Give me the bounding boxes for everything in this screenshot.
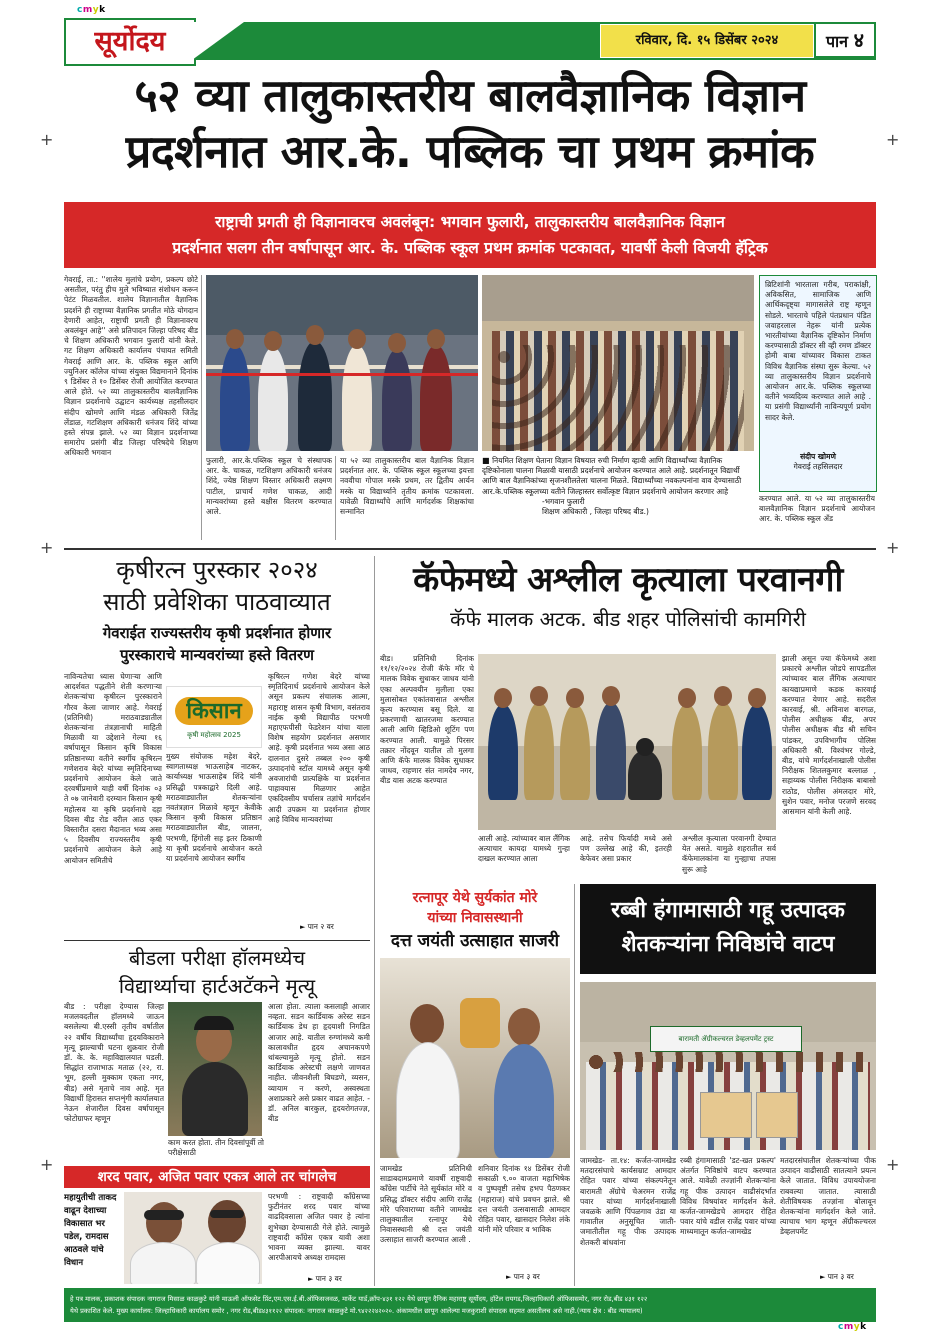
crop-mark: +	[40, 538, 54, 557]
quote-box-text: ब्रिटिशांनी भारताला गरीब, पराकांक्षी, अविकसित, सामाजिक आणि आर्थिकदृष्ट्या मागासलेले राष्ट्र म्हणून सोडले. भारताचे पहिले पंतप्रधान पंडित जवाहरलाल नेहरू यांनी प्रत्येक भारतीयांच्या वैज्ञानिक दृष्टिकोन निर्माण करण्यासाठी डॉक्टर सी व्ही रमण डॉक्टर होमी बाबा यांच्यावर विकास टाकत विविध वैज्ञानिक संस्था सुरू केल्या. ५२ व्या तालुकास्तरीय विज्ञान प्रदर्शनाचे आयोजन आर.के. पब्लिक स्कूलच्या वतीने भव्यदिव्य करण्यात आले आहे . या प्रसंगी विद्यार्थ्यांनी नाविन्यपूर्ण प्रयोग सादर केले.	[765, 280, 871, 422]
rabbi-headline-line1: रब्बी हंगामासाठी गहू उत्पादक	[611, 898, 845, 923]
krishi-col3: कृषिरत्न गणेश बेदरे यांच्या स्मृतिदिनार्थ प्रदर्शनाचे आयोजन केले असून प्रकल्प संचालक आत्मा, महाराष्ट्र शासन कृषी विभाग, वसंतराव नाईक कृषी विद्यापीठ परभणी महाएफपीसी फेडरेशन यांचा याला विशेष सहयोग प्रदर्शनात असणार आहे. कृषी प्रदर्शनात भव्य असा आठ दालनात दुसरे तब्बल २०० कृषी उत्पादनांचे स्टॉल यामध्ये असून कृषी अवजारांची प्रात्यक्षिके या प्रदर्शनात पाहावयास मिळणार आहेत एकदिवसीय चर्चासत्र तज्ञांचे मार्गदर्शन आदी उपक्रम या प्रदर्शनात होणार आहे विविध मान्यवरांच्या	[268, 672, 370, 824]
masthead-logo: सूर्योदय	[94, 26, 166, 57]
rabbi-continued[interactable]: ► पान ३ वर	[820, 1272, 854, 1281]
lead-article-col3: या ५२ व्या तालुकास्तरीय बाल वैज्ञानिक विज्ञान प्रदर्शनात आर. के. पब्लिक स्कूल स्कूलच्या इयत्ता नववीचा गोपाल मस्के प्रथम, तर द्वितीय आर्यन मस्के या विद्यार्थ्याने तृतीय क्रमांक पटकावला. यावेळी विद्यार्थ्यांचे आणि मार्गदर्शक शिक्षकांचा सन्मानित	[340, 456, 474, 517]
cafe-subhead: कॅफे मालक अटक. बीड शहर पोलिसांची कामगिरी	[450, 607, 806, 631]
krishi-subhead-line2: पुरस्काराचे मान्यवरांच्या हस्ते वितरण	[119, 646, 315, 664]
datta-red-headline-line2: यांच्या निवासस्थानी	[427, 910, 523, 926]
rabbi-headline-box	[580, 884, 876, 974]
pawar-col2: परभणी : राष्ट्रवादी काँग्रेसच्या फुटीनंतर शरद पवार यांच्या वाढदिवसाला अजित पवार हे त्यांना शुभेच्छा देण्यासाठी गेले होते. त्यामुळे राष्ट्रवादी काँग्रेस एकत्र यावी अशा भावना व्यक्त झाल्या. यावर आरपीआयचे अध्यक्ष रामदास	[268, 1192, 370, 1263]
photo-caption: नियमित शिक्षण घेताना विज्ञान विषयात रुची निर्माण व्हावी आणि विद्यार्थ्यांच्या वैज्ञानिक दृष्टिकोनाला चालना मिळावी यासाठी प्रदर्शनाचे आयोजन करण्यात आले आहे. प्रदर्शनातून विद्यार्थी आणि बाल वैज्ञानिकांच्या सृजनशीलतेला चालना मिळते. विद्यार्थ्यांच्या नवकल्पनांना वाव देण्यासाठी आर.के.पब्लिक स्कूलच्या वतीने जिल्हास्तर सर्वोत्कृष्ट विज्ञान प्रदर्शनाचे आयोजन करणार आहे	[482, 456, 742, 496]
lead-headline-line2: प्रदर्शनात आर.के. पब्लिक चा प्रथम क्रमांक	[125, 125, 815, 178]
crop-mark: +	[40, 1155, 54, 1174]
datta-headline-main: दत्त जयंती उत्साहात साजरी	[390, 931, 560, 951]
quote-box-author: संदीप खोमणे	[800, 452, 836, 461]
lead-headline	[64, 68, 876, 180]
death-headline-line2: विद्यार्थ्याचा हार्टअटॅकने मृत्यू	[118, 974, 316, 998]
quote-box	[759, 275, 877, 492]
section-rule	[64, 940, 370, 941]
krishi-subhead-line1: गेवराईत राज्यस्तरीय कृषी प्रदर्शनात होणार	[102, 624, 332, 642]
rabbi-headline-line2: शेतकऱ्यांना निविष्ठांचे वाटप	[621, 932, 835, 957]
crop-mark: +	[886, 1155, 900, 1174]
datta-continued[interactable]: ► पान ३ वर	[506, 1272, 540, 1281]
seed-distribution-photo	[580, 982, 876, 1150]
crop-mark: +	[40, 130, 54, 149]
page-number-box	[816, 24, 874, 56]
cafe-col-right: झाली असून ज्या कॅफेमध्ये अशा प्रकारचे अश्लील जोडपे सापडतील त्यांच्यावर बाल लैंगिक अत्याचार कायद्याप्रमाणे कडक कारवाई करण्यात येणार आहे. सदरील कारवाई, श्री. अविनाश बारगळ, पोलीस अधीक्षक बीड, अपर पोलीस अधीक्षक बीड श्री सचिन पांडकर, उपविभागीय पोलिस अधिकारी श्री. विश्वंभर गोल्डे, बीड, यांचे मार्गदर्शनाखाली पोलीस निरीक्षक शितलकुमार बल्लाळ , सहाय्यक पोलीस निरीक्षक बाबासो राठोड, पोलीस अंमलदार मोरे, सुशेन पवार, मनोज परजणे सरवद आसमान यांनी केली आहे.	[782, 654, 876, 817]
lead-subhead-banner	[64, 202, 876, 268]
lead-headline-line1: ५२ व्या तालुकास्तरीय बालवैज्ञानिक विज्ञान	[134, 69, 806, 122]
death-photo-caption: काम करत होता. तीन दिवसांपूर्वी तो परीक्षेसाठी	[168, 1138, 264, 1158]
datta-red-headline-line1: रत्नापूर येथे सुर्यकांत मोरे	[412, 890, 538, 906]
cafe-headline	[380, 556, 876, 634]
cmyk-mark-top: cmyk	[77, 5, 106, 15]
death-headline	[64, 944, 370, 1000]
krishi-headline-line1: कृषीरत्न पुरस्कार २०२४	[116, 556, 318, 584]
page-label: पान	[825, 32, 849, 51]
crop-mark: +	[886, 130, 900, 149]
column-divider	[335, 456, 336, 540]
datta-jayanti-photo	[380, 958, 570, 1158]
kisan-logo-text: किसान	[186, 699, 242, 724]
lead-subhead-line2: प्रदर्शनात सलग तीन वर्षापासून आर. के. पब्लिक स्कूल प्रथम क्रमांक पटकावत, यावर्षी केली विजयी हॅट्रिक	[172, 239, 768, 257]
death-col1: बीड : परीक्षा देण्यास जिल्हा मजलवदतील हॉलमध्ये जाऊन बसलेल्या बी.एस्सी तृतीय वर्षातील २२ वर्षीय विद्यार्थ्यांचा हृदयविकाराने मृत्यू झाल्याची घटना शुक्रवार रोजी डॉ. के. के. महाविद्यालयात घडली. सिद्धांत राजाभाऊ मताळ (२२, रा. भूम, हल्ली मुक्काम एकता नगर, बीड) असे मृताचे नाव आहे. मृत विद्यार्थी हिरासत सप्तशृंगी कार्यालयात नेऊन शेजारील दिवस वर्षापासून फोटोग्राफर म्हणून	[64, 1002, 164, 1124]
krishi-continued[interactable]: ► पान २ वर	[300, 922, 334, 931]
datta-col1: जामखेड प्रतिनिधी साडाबदामप्रमाणे यावर्षी राष्ट्रवादी काँग्रेस पार्टीचे नेते सूर्यकांत मोरे व प्रसिद्ध डॉक्टर संदीप आणि राजेंद्र मोरे परिवाराच्या वतीने जामखेड तालुक्यातील रत्नापूर येथे निवासस्थानी श्री दत्त जयंती उत्साहात साजरी करण्यात आली .	[380, 1164, 472, 1245]
cafe-headline-main: कॅफेमध्ये अश्लील कृत्याला परवानगी	[413, 560, 843, 600]
quote-box-author-title: गेवराई तहसिलदार	[793, 462, 843, 471]
masthead-logo-box	[64, 18, 196, 66]
datta-headline	[380, 888, 570, 954]
imprint-line1: हे पत्र मालक, प्रकाशक संपादक नागराज मिसाळ काळकुटे यांनी माऊली ऑफसेट प्रिंट,एम.एस.ई.बी.ऑफिसजवळ, मार्केट यार्ड,क्रॉप-४३१ १२२ येथे छापून दैनिक महाराष्ट्र सूर्योदय, हॉटेल रायगड,जिल्हाधिकारी ऑफिससमोर, नगर रोड,बीड ४३१ १२२	[70, 1295, 648, 1303]
cafe-arrest-photo	[478, 654, 776, 830]
cafe-col1: बीड। प्रतिनिधी दिनांक ११/१२/२०२४ रोजी कॅफे मॉर चे मालक विवेक सुधाकर जाधव यांनी एका अल्पवयीन मुलीला एका मुलासोबत एकांतवासात अश्लील कृत्य करण्यास बसू दिले. या प्रकरणाची खातरजमा करण्यात आली आणि व्हिडिओ शूटिंग पण करण्यात आली. यामुळे पिरसर तक्रार नोंदवून यातील तो मुलगा आणि कॅफे मालक विवेक सुधाकर जाधव, राहणार संत नामदेव नगर, बीड यास अटक करण्यात	[380, 654, 474, 786]
krishi-headline-line2: साठी प्रवेशिका पाठवाव्यात	[103, 588, 331, 616]
caption-author: -भगवान फुलारी	[542, 496, 585, 506]
krishi-col2: मुख्य संयोजक महेश बेदरे, स्वागताध्यक्ष भाऊसाहेब नाटकर, कार्याध्यक्ष भाऊसाहेब शिंदे यांनी प्रसिद्धी पत्रकाद्वारे दिली आहे. मराठवाड्यातील शेतकऱ्यांना नवतंत्रज्ञान मिळावे म्हणून केवीके किसान कृषी विकास प्रतिष्ठान मराठवाड्यातील बीड, जालना, परभणी, हिंगोली सह इतर ठिकाणी या कृषी प्रदर्शनाचे आयोजन करते या प्रदर्शनाचे आयोजन स्वर्गीय	[166, 752, 262, 864]
date-box	[600, 24, 814, 58]
seed-banner: बारामती ॲग्रीकल्चरल डेव्हलपमेंट ट्रस्ट	[650, 1026, 802, 1052]
student-portrait-photo	[168, 1002, 262, 1136]
crop-mark: +	[886, 538, 900, 557]
death-col2: आला होता. त्याला कसलाही आजार नव्हता. सडन कार्डियाक अरेस्ट सडन कार्डियाक डेथ हा हृदयाशी निगडित आजार आहे. यातील रुग्णांमध्ये कमी कालावधीत हृदय अचानकपणे थांबल्यामुळे मृत्यू होतो. सडन कार्डियाक अरेस्टची लक्षणे जाणवत नाहीत. जीवनशैली बिघडणे, व्यसन, व्यायाम न करणे, अस्वस्थता अशाप्रकारे असे प्रकार वाढत आहेत. - डॉ. अनिल बारकुल, हृदयरोगतज्ज्ञ, बीड	[268, 1002, 370, 1124]
imprint-footer	[64, 1288, 876, 1322]
rabbi-col2: रब्बी हंगामासाठी 'डट-खत प्रकल्प' अंतर्गत निविष्ठांचे वाटप करण्यात आले. यावेळी तज्ज्ञांनी शेतकऱ्यांना गहू पीक उत्पादन वाढीसंदर्भात विविध विषयांवर मार्गदर्शन केले. कर्जत-जामखेडचे आमदार रोहित पवार यांचे वडील राजेंद्र पवार यांच्या माध्यमातून कर्जत-जामखेड	[680, 1156, 776, 1237]
pawar-leaders-photo	[124, 1192, 262, 1284]
ribbon-cutting-photo	[206, 275, 478, 451]
photo-caption-box	[482, 456, 754, 540]
page-number: ४	[853, 28, 865, 52]
column-divider	[201, 275, 202, 540]
pawar-continued[interactable]: ► पान ३ वर	[308, 1274, 342, 1283]
datta-col2: शनिवार दिनांक १४ डिसेंबर रोजी सकाळी ९.०० वाजता महाभिषेक व पुष्पवृष्टी तसेच हभप पैठणकर (महाराज) यांचे प्रवचन झाले. श्री दत्त जयंती उत्सवासाठी आमदार रोहित पवार, खासदार निलेश लंके यांनी मोरे परिवार व भाविक	[478, 1164, 570, 1235]
pawar-lede: महायुतीची ताकद वाढून देशाच्या विकासात भर पडेल, रामदास आठवले यांचे विधान	[64, 1193, 117, 1268]
caption-author-title: शिक्षण अधिकारी , जिल्हा परिषद बीड.)	[542, 507, 649, 517]
rabbi-col1: जामखेड- ता.१४: कर्जत-जामखेड मतदारसंघाचे कार्यसम्राट आमदार रोहित पवार यांच्या संकल्पनेतून बारामती ॲग्रोचे चेअरमन राजेंद्र पवार यांच्या मार्गदर्शनाखाली जवळके आणि पिंपळगाव उंडा या गावातील अनुसूचित जाती-जमातीतील गहू पीक उत्पादक शेतकरी बांधवांना	[580, 1156, 676, 1247]
rabbi-col3: मतदारसंघातील शेतकऱ्यांच्या पीक उत्पादन वाढीसाठी सातत्याने प्रयत्न केले जातात. विविध उपाययोजना राबवल्या जातात. त्यासाठी शेतीविषयक तज्ज्ञांना बोलावून शेतकऱ्यांना मार्गदर्शन केले जाते. त्याचाच भाग म्हणून ॲग्रीकल्चरल डेव्हलपमेंट	[780, 1156, 876, 1237]
cafe-col-a: आली आहे. त्यांच्यावर बाल लैंगिक अत्याचार कायदा यामध्ये गुन्हा दाखल करण्यात आला	[478, 834, 570, 864]
cafe-col-b: आहे. तसेच फिर्यादी मध्ये असे पण उल्लेख आहे की, इतरही केफेवर असा प्रकार	[580, 834, 672, 864]
kisan-logo	[166, 686, 262, 748]
section-rule	[64, 548, 876, 550]
kisan-logo-subtext: कृषी महोत्सव 2025	[187, 731, 241, 739]
death-headline-line1: बीडला परीक्षा हॉलमध्येच	[128, 946, 306, 970]
cafe-col-c: अश्लील कृत्याला परवानगी देण्यात येत असते. यामुळे शहरातील सर्व कॅफेमालकांना या गुन्ह्याचा तपास सुरू आहे	[682, 834, 776, 874]
krishi-headline	[64, 554, 370, 666]
cmyk-mark-bottom: cmyk	[838, 1322, 867, 1332]
lead-subhead-line1: राष्ट्राची प्रगती ही विज्ञानावरच अवलंबून: भगवान फुलारी, तालुकास्तरीय बालवैज्ञानिक विज्ञान	[215, 213, 725, 231]
column-divider	[574, 884, 575, 1286]
pawar-headline-bar	[64, 1166, 370, 1188]
students-audience-photo	[482, 275, 754, 451]
masthead-slant	[192, 22, 244, 60]
imprint-line2: येथे प्रकाशित केले. मुख्य कार्यालय: जिल्हाधिकारी कार्यालय समोर , नगर रोड,बीड४३११२२ संपादक: नागराज काळकुटे मो.९४२२२४२०२०. अंकामधील छापून आलेल्या मजकुराशी संपादक सहमत असतीलच असे नाही.(न्याय क्षेत्र : बीड न्यायालय)	[70, 1307, 643, 1315]
krishi-col1: नाविन्यतेचा ध्यास घेणाऱ्या आणि आदर्शवत पद्धतीने शेती करणाऱ्या शेतकऱ्यांचा कृषीरत्न पुरस्काराने गौरव केला जाणार आहे. गेवराई (प्रतिनिधी) मराठवाड्यातील शेतकऱ्यांना तंत्रज्ञानाची माहिती मिळावी या उद्देशाने गेल्या १६ वर्षापासून किसान कृषि विकास प्रतिष्ठानच्या वतीने स्वर्गीय कृषिरत्न गणेशराव बेदरे यांच्या स्मृतिदिनाच्या प्रदर्शनाचे आयोजन केले जाते दरवर्षीप्रमाणे याही वर्षी दिनांक ०३ ते ०७ जानेवारी दरम्यान किसान कृषी महोत्सव या कृषि प्रदर्शनाचे दहा दिवस बीड रोड वरील आठ एकर विस्तारीत दसरा मैदानात भव्य असा ५ दिवसीय राज्यस्तरीय कृषी प्रदर्शनाचे आयोजन केले आहे आयोजन समितीचे	[64, 672, 162, 865]
caption-bullet: ■	[482, 456, 493, 465]
lead-article-col1: गेवराई, ता.: ''शालेय मुलांचे प्रयोग, प्रकल्प छोटे असतील, परंतु हीच मुले भविष्यात संशोधन करून पेटंट मिळवतील. शालेय विज्ञानातील वैज्ञानिक प्रदर्शने ही राष्ट्राच्या वैज्ञानिक प्रगतीत मोठे योगदान देणारी आहेत, राष्ट्राची प्रगती ही विज्ञानावरच अवलंबून आहे'' असे प्रतिपादन जिल्हा परिषद बीड चे शिक्षण अधिकारी भगवान फुलारी यांनी केले. गट शिक्षण अधिकारी कार्यालय पंचायत समिती गेवराई आणि आर. के. पब्लिक स्कूल आणि ज्युनिअर कॉलेज यांच्या संयुक्त विद्यमानाने दिनांक ९ डिसेंबर ते १० डिसेंबर रोजी आयोजित करण्यात आले होते. ५२ व्या तालुकास्तरीय बालवैज्ञानिक विज्ञान प्रदर्शनाचे उद्घाटन कार्यध्यक्ष तहसीलदार संदीप खोमणे आणि मंडळ अधिकारी जितेंद्र लेंडाळ, गटशिक्षण अधिकारी धनंजय शिंदे यांच्या हस्ते संपन्न झाले. ५२ व्या विज्ञान प्रदर्शनाच्या समारोप प्रसंगी बीड जिल्हा परिषदेचे शिक्षण अधिकारी भगवान	[64, 275, 198, 458]
lead-article-col2: फुलारी, आर.के.पब्लिक स्कूल चे संस्थापक आर. के. चाकळ, गटशिक्षण अधिकारी धनंजय शिंदे, ज्येष्ठ शिक्षण विस्तार अधिकारी लक्ष्मण पाटील, प्राचार्य गणेश चाकळ, आदी मान्यवरांच्या हस्ते बक्षीस वितरण करण्यात आले.	[206, 456, 332, 517]
lead-article-end: करण्यात आले. या ५२ व्या तालुकास्तरीय बालवैज्ञानिक विज्ञान प्रदर्शनाचे आयोजन आर. के. पब्लिक स्कूल ॲंड	[759, 494, 875, 524]
column-divider	[374, 556, 375, 1286]
pawar-headline: शरद पवार, अजित पवार एकत्र आले तर चांगलेच	[97, 1169, 337, 1185]
issue-date: रविवार, दि. १५ डिसेंबर २०२४	[635, 33, 779, 48]
